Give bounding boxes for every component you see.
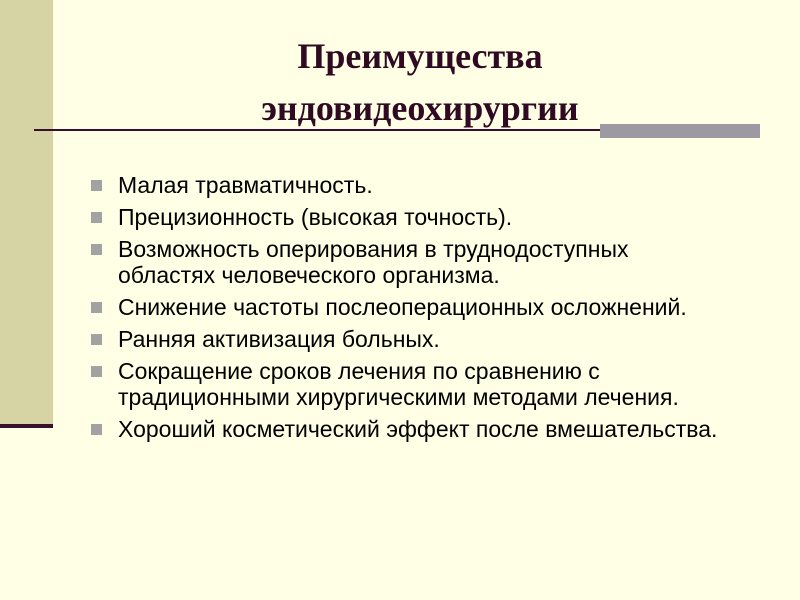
bullet-item xyxy=(90,358,730,410)
bullet-text: Сокращение сроков лечения по сравнению с традиционными хирургическими методами лечения. xyxy=(118,358,679,410)
square-bullet-icon xyxy=(91,334,102,345)
title-accent-bar xyxy=(600,124,760,138)
bullet-item xyxy=(90,204,730,230)
bullet-item xyxy=(90,236,730,288)
square-bullet-icon xyxy=(91,212,102,223)
bullet-text: Прецизионность (высокая точность). xyxy=(118,204,513,230)
square-bullet-icon xyxy=(91,244,102,255)
bullet-item xyxy=(90,416,730,442)
bullet-list xyxy=(90,172,730,448)
slide-title xyxy=(120,30,720,134)
square-bullet-icon xyxy=(91,366,102,377)
bullet-item xyxy=(90,294,730,320)
bullet-item xyxy=(90,172,730,198)
slide-title-line-2: эндовидеохирургии xyxy=(261,88,579,128)
bullet-text: Хороший косметический эффект после вмешательства. xyxy=(118,416,718,442)
bullet-item xyxy=(90,326,730,352)
square-bullet-icon xyxy=(91,424,102,435)
bullet-text: Малая травматичность. xyxy=(118,172,373,198)
slide-title-line-1: Преимущества xyxy=(297,36,543,76)
title-underline-rule xyxy=(34,129,600,131)
side-decor-rule xyxy=(0,424,53,428)
bullet-text: Возможность оперирования в труднодоступных областях человеческого организма. xyxy=(118,236,629,288)
square-bullet-icon xyxy=(91,302,102,313)
bullet-text: Ранняя активизация больных. xyxy=(118,326,440,352)
side-decor-band xyxy=(0,0,53,424)
square-bullet-icon xyxy=(91,180,102,191)
bullet-text: Снижение частоты послеоперационных осложнений. xyxy=(118,294,687,320)
